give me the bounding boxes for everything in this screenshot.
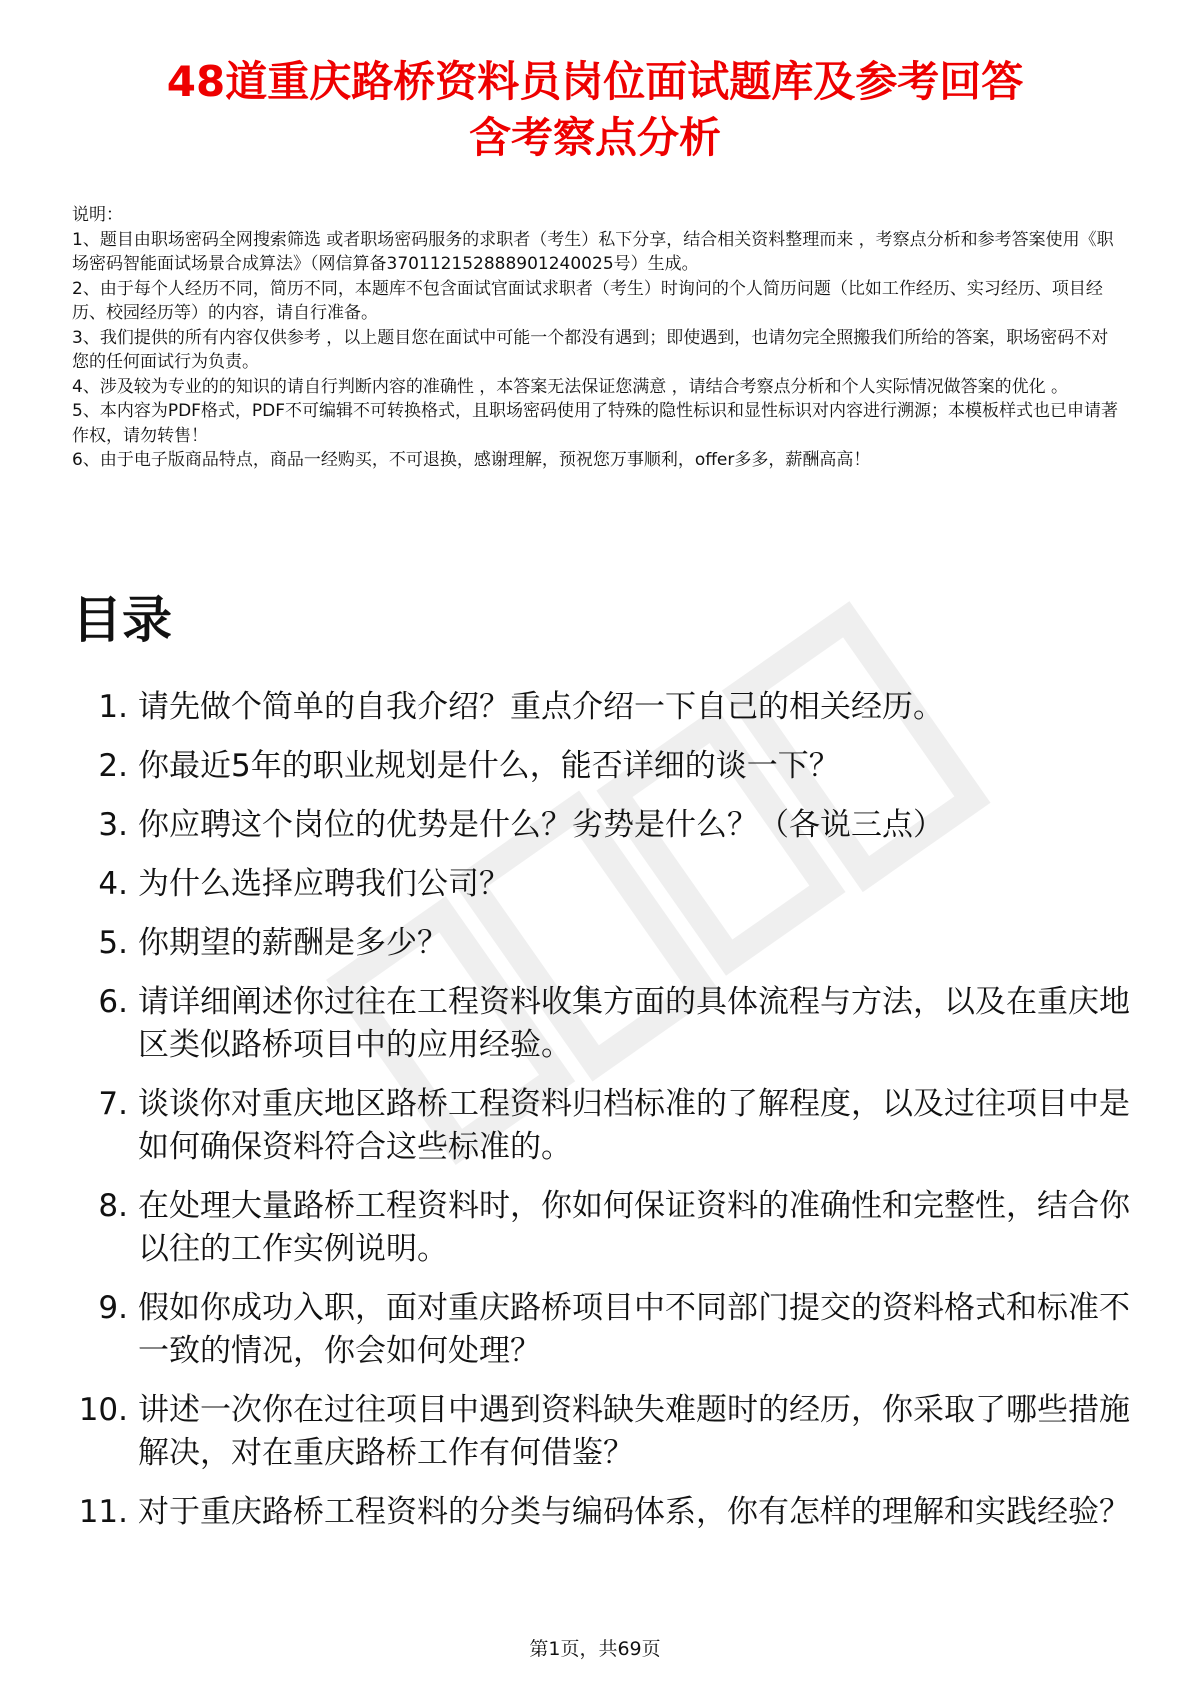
toc-item	[72, 1185, 1132, 1271]
note-item: 2、由于每个人经历不同，简历不同，本题库不包含面试官面试求职者（考生）时询问的个人简历问题（比如工作经历、实习经历、项目经历、校园经历等）的内容，请自行准备。	[72, 278, 1103, 323]
toc-item	[72, 1287, 1132, 1373]
toc-item	[72, 745, 1132, 788]
notes-heading: 说明：	[72, 205, 123, 225]
toc-item-number: 1.	[98, 689, 128, 725]
toc-item	[72, 804, 1132, 847]
title-line-1: 48道重庆路桥资料员岗位面试题库及参考回答	[166, 57, 1024, 106]
toc-item-number: 3.	[98, 807, 128, 843]
toc-item	[72, 1491, 1132, 1534]
note-item: 6、由于电子版商品特点，商品一经购买，不可退换，感谢理解，预祝您万事顺利，offer多多，薪酬高高！	[72, 450, 871, 470]
note-item: 3、我们提供的所有内容仅供参考 ，以上题目您在面试中可能一个都没有遇到；即使遇到，也请勿完全照搬我们所给的答案，职场密码不对您的任何面试行为负责。	[72, 327, 1109, 372]
toc-item	[72, 922, 1132, 965]
toc-item-number: 6.	[98, 984, 128, 1020]
toc-item-text: 假如你成功入职，面对重庆路桥项目中不同部门提交的资料格式和标准不一致的情况，你会如何处理？	[138, 1290, 1130, 1369]
toc-item-number: 8.	[98, 1188, 128, 1224]
toc-item-number: 9.	[98, 1290, 128, 1326]
toc-item-text: 请先做个简单的自我介绍？重点介绍一下自己的相关经历。	[138, 689, 944, 725]
toc-item-number: 2.	[98, 748, 128, 784]
toc-item	[72, 1083, 1132, 1169]
toc-item-number: 7.	[98, 1086, 128, 1122]
page-number: 第1页，共69页	[529, 1638, 661, 1660]
title-line-2: 含考察点分析	[468, 113, 721, 162]
toc-item-text: 你最近5年的职业规划是什么，能否详细的谈一下？	[138, 748, 840, 784]
toc-item-number: 10.	[78, 1392, 128, 1428]
toc-item-number: 5.	[98, 925, 128, 961]
toc-item-text: 讲述一次你在过往项目中遇到资料缺失难题时的经历，你采取了哪些措施解决，对在重庆路桥工作有何借鉴？	[138, 1392, 1130, 1471]
toc-item	[72, 1389, 1132, 1475]
toc-item-text: 你期望的薪酬是多少？	[138, 925, 448, 961]
note-item: 4、涉及较为专业的的知识的请自行判断内容的准确性 ，本答案无法保证您满意 ，请结合考察点分析和个人实际情况做答案的优化 。	[72, 376, 1069, 397]
toc-item-text: 你应聘这个岗位的优势是什么？劣势是什么？（各说三点）	[138, 807, 944, 843]
document-title	[60, 54, 1130, 166]
toc-item-number: 4.	[98, 866, 128, 902]
notes-section	[72, 203, 1122, 473]
toc-item-text: 对于重庆路桥工程资料的分类与编码体系，你有怎样的理解和实践经验？	[138, 1494, 1130, 1530]
toc-list	[72, 686, 1132, 1550]
toc-heading: 目录	[72, 591, 172, 649]
toc-item-text: 请详细阐述你过往在工程资料收集方面的具体流程与方法，以及在重庆地区类似路桥项目中的应用经验。	[138, 984, 1130, 1063]
toc-item-text: 为什么选择应聘我们公司？	[138, 866, 510, 902]
toc-item-number: 11.	[78, 1494, 128, 1530]
toc-item	[72, 686, 1132, 729]
toc-item	[72, 863, 1132, 906]
toc-item-text: 在处理大量路桥工程资料时，你如何保证资料的准确性和完整性，结合你以往的工作实例说明。	[138, 1188, 1130, 1267]
toc-item	[72, 981, 1132, 1067]
toc-item-text: 谈谈你对重庆地区路桥工程资料归档标准的了解程度，以及过往项目中是如何确保资料符合这些标准的。	[138, 1086, 1130, 1165]
note-item: 5、本内容为PDF格式，PDF不可编辑不可转换格式，且职场密码使用了特殊的隐性标识和显性标识对内容进行溯源；本模板样式也已申请著作权，请勿转售！	[72, 401, 1119, 446]
note-item: 1、题目由职场密码全网搜索筛选 或者职场密码服务的求职者（考生）私下分享，结合相关资料整理而来 ，考察点分析和参考答案使用《职场密码智能面试场景合成算法》（网信算备370112152888901240025号）生成。	[72, 229, 1114, 274]
